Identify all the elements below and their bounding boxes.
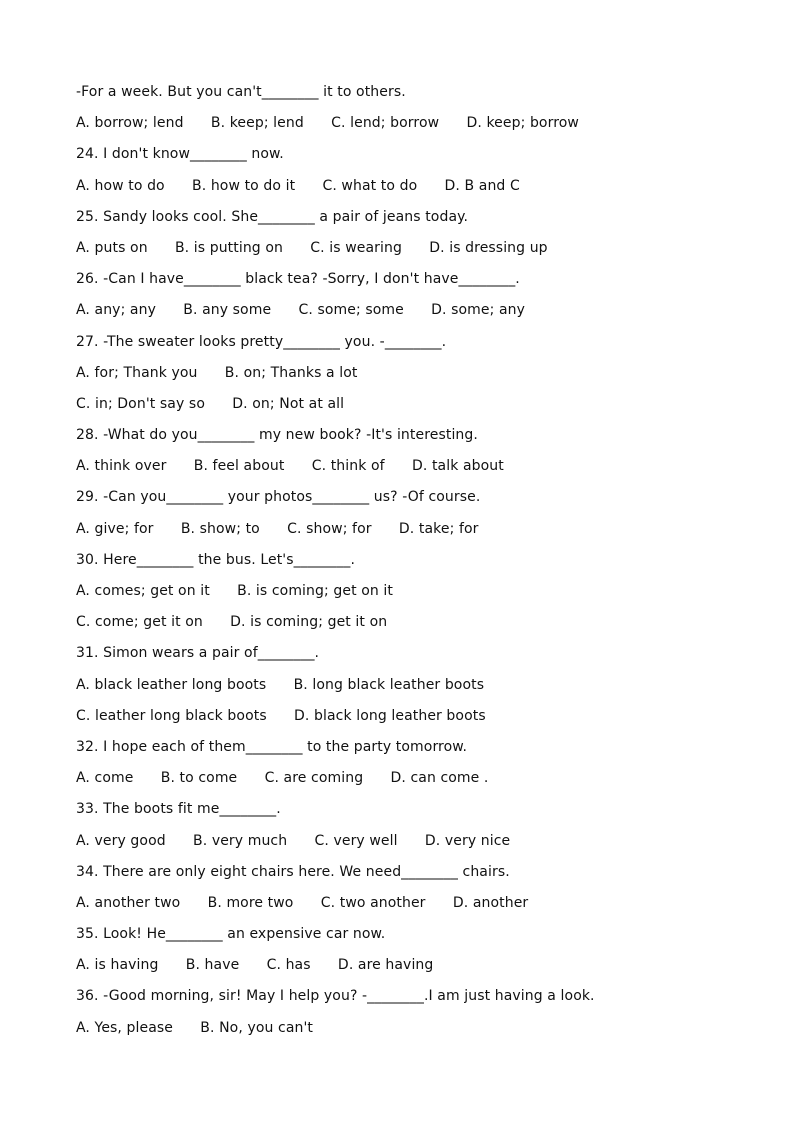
- question-line: 26. -Can I have________ black tea? -Sorry, I don't have________.: [76, 271, 520, 288]
- answer-options-line: A. comes; get on it B. is coming; get on it: [76, 583, 393, 599]
- question-line: 36. -Good morning, sir! May I help you? -________.I am just having a look.: [76, 988, 595, 1005]
- answer-options-line: C. come; get it on D. is coming; get it on: [76, 614, 388, 631]
- answer-options-line: A. think over B. feel about C. think of D. talk about: [76, 458, 504, 475]
- question-line: 28. -What do you________ my new book? -It's interesting.: [76, 427, 478, 444]
- answer-options-line: A. puts on B. is putting on C. is wearing D. is dressing up: [76, 239, 548, 256]
- question-line: 35. Look! He________ an expensive car now.: [76, 926, 386, 943]
- answer-options-line: A. is having B. have C. has D. are having: [76, 957, 434, 974]
- question-line: 27. -The sweater looks pretty________ you. -________.: [76, 333, 447, 350]
- question-line: 33. The boots fit me________.: [76, 801, 281, 818]
- answer-options-line: C. in; Don't say so D. on; Not at all: [76, 395, 345, 412]
- answer-options-line: A. any; any B. any some C. some; some D. some; any: [76, 302, 526, 319]
- question-line: 34. There are only eight chairs here. We need________ chairs.: [76, 863, 510, 880]
- answer-options-line: A. come B. to come C. are coming D. can come .: [76, 770, 489, 787]
- document-body: [76, 80, 756, 1047]
- question-line: 29. -Can you________ your photos________ us? -Of course.: [76, 489, 481, 506]
- question-line: -For a week. But you can't________ it to others.: [76, 84, 406, 100]
- answer-options-line: A. for; Thank you B. on; Thanks a lot: [76, 364, 358, 381]
- answer-options-line: A. Yes, please B. No, you can't: [76, 1019, 314, 1036]
- answer-options-line: C. leather long black boots D. black long leather boots: [76, 707, 486, 724]
- answer-options-line: A. another two B. more two C. two another D. another: [76, 894, 529, 911]
- question-line: 30. Here________ the bus. Let's________.: [76, 551, 355, 568]
- question-line: 32. I hope each of them________ to the party tomorrow.: [76, 738, 468, 755]
- answer-options-line: A. give; for B. show; to C. show; for D. take; for: [76, 520, 479, 537]
- answer-options-line: A. very good B. very much C. very well D. very nice: [76, 832, 511, 849]
- answer-options-line: A. borrow; lend B. keep; lend C. lend; borrow D. keep; borrow: [76, 115, 579, 132]
- question-line: 25. Sandy looks cool. She________ a pair of jeans today.: [76, 208, 469, 225]
- answer-options-line: A. how to do B. how to do it C. what to do D. B and C: [76, 177, 520, 194]
- question-line: 24. I don't know________ now.: [76, 146, 284, 163]
- question-line: 31. Simon wears a pair of________.: [76, 645, 320, 662]
- answer-options-line: A. black leather long boots B. long black leather boots: [76, 676, 485, 693]
